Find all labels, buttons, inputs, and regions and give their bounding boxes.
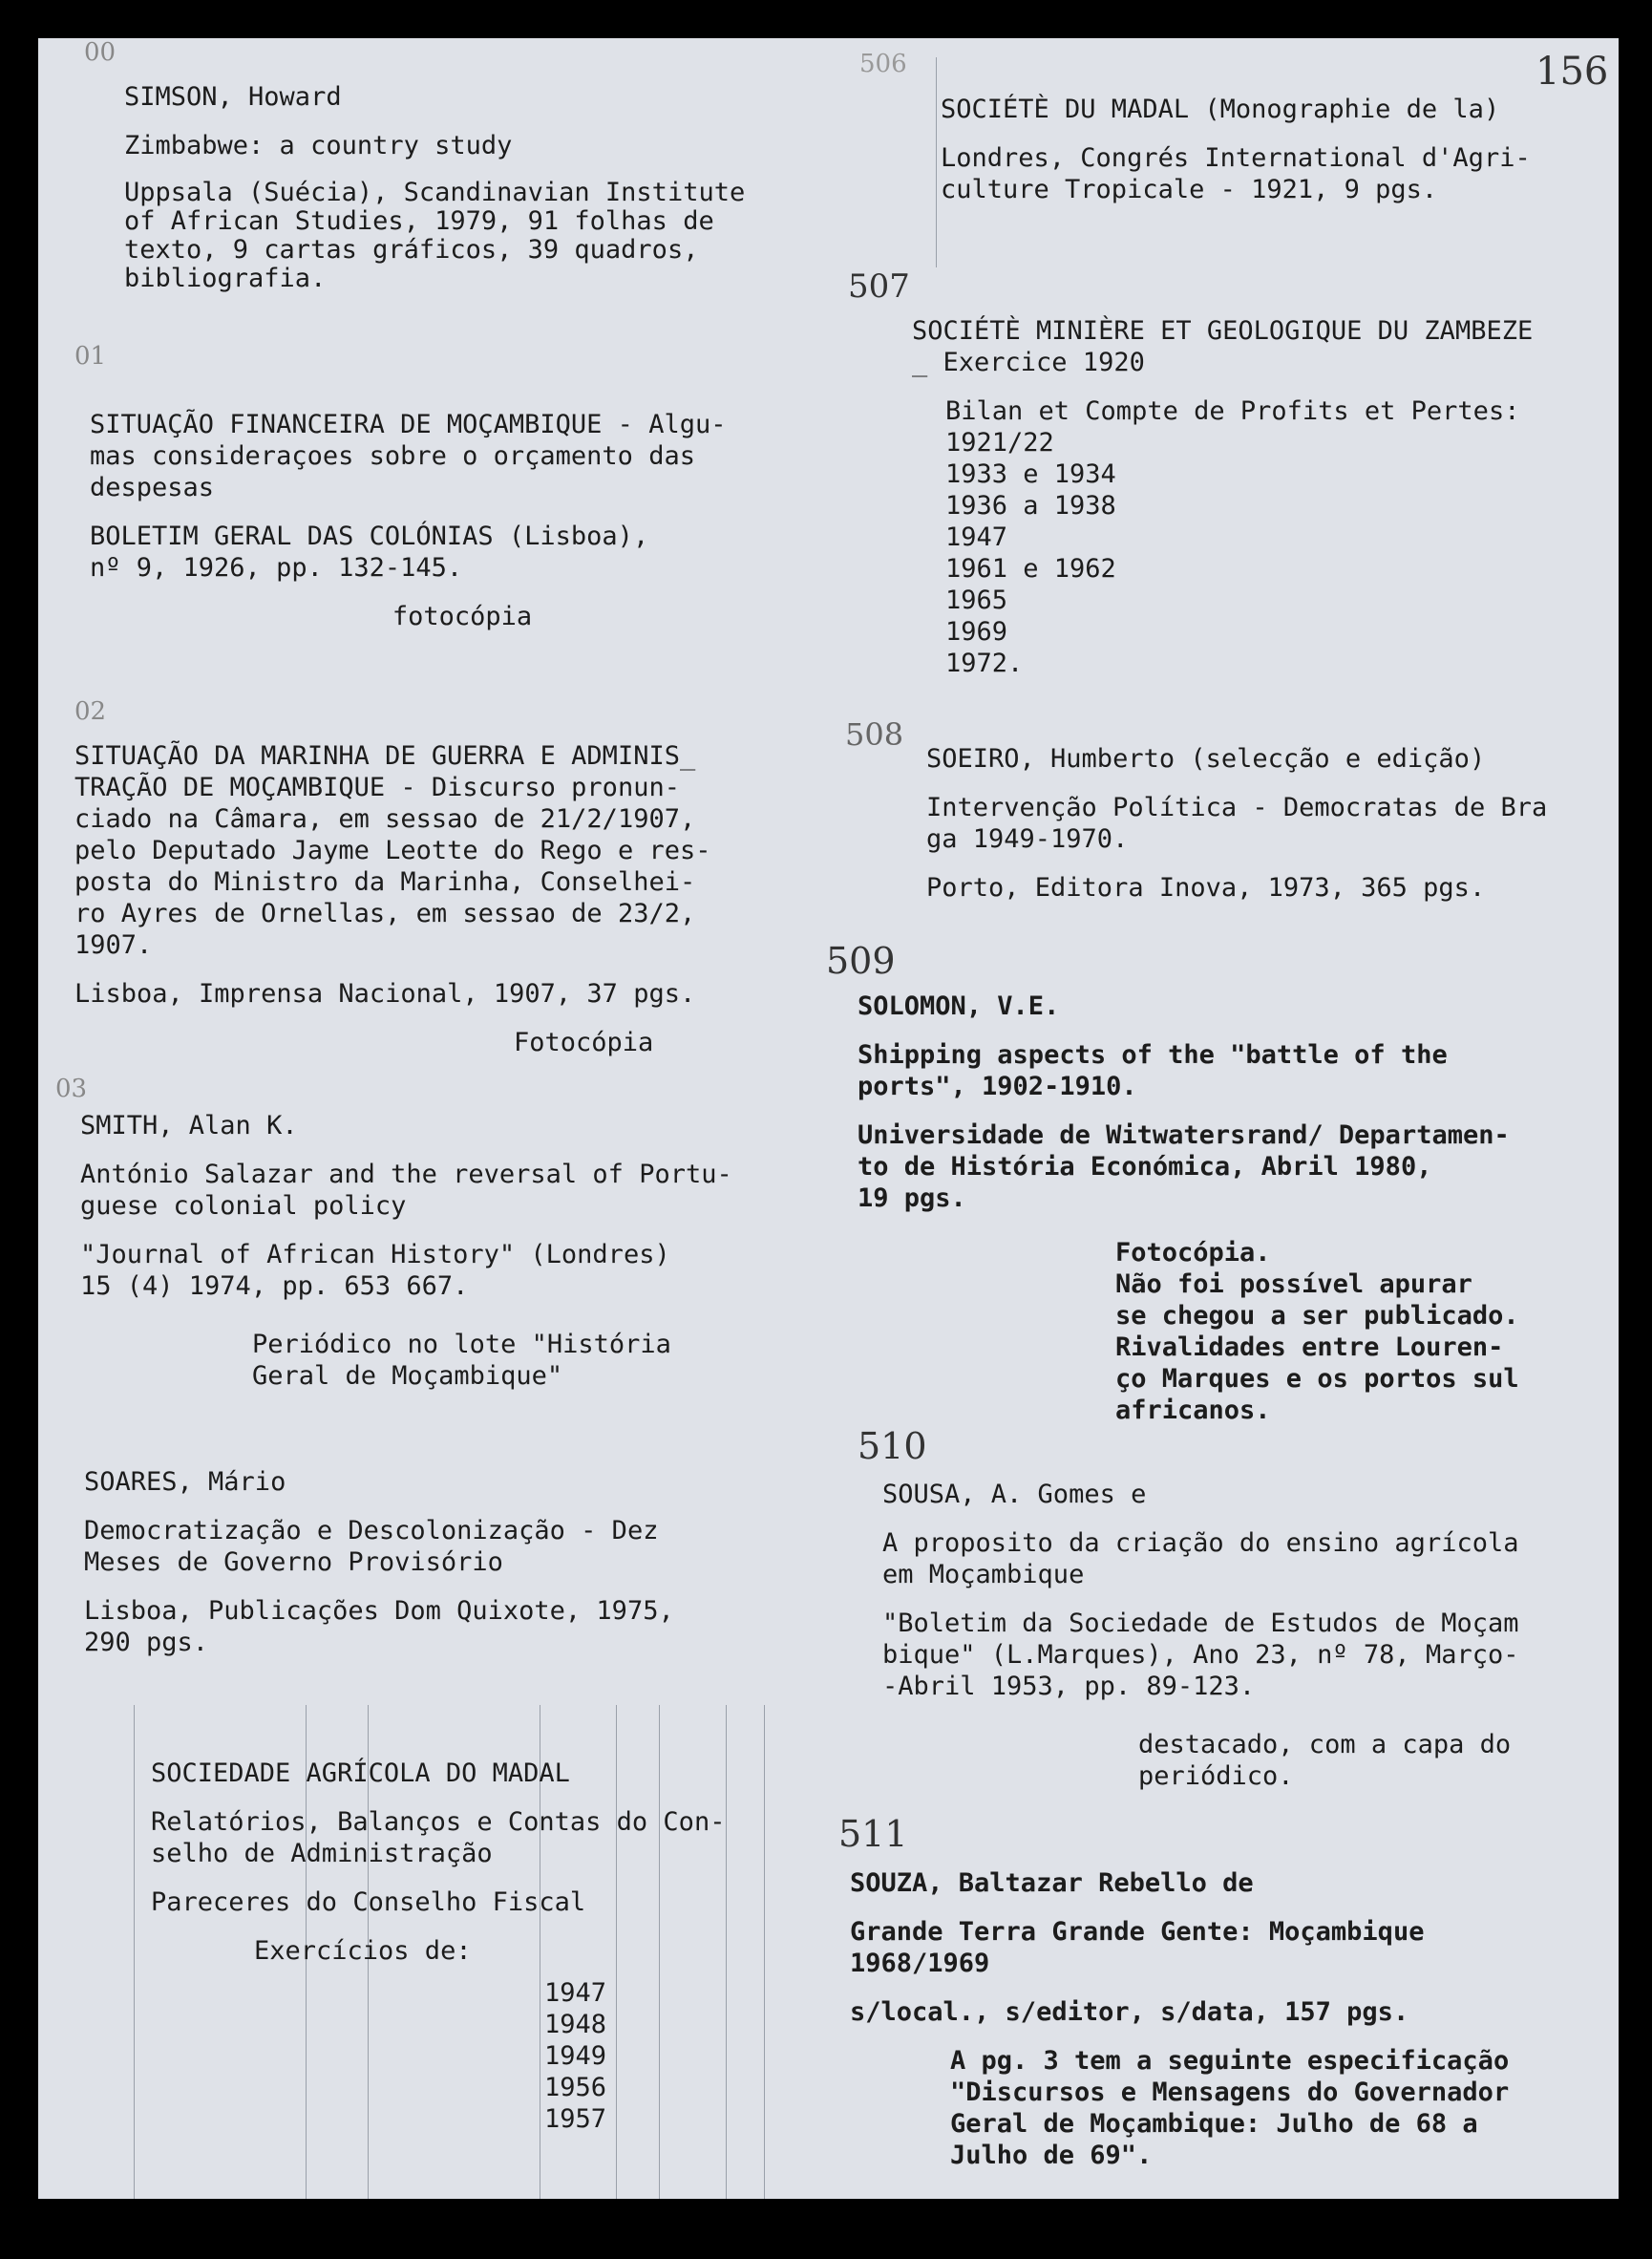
entry-sousa — [882, 1479, 1618, 1809]
entry-publication: "Boletim da Sociedade de Estudos de Moçam bique" (L.Marques), Ano 23, nº 78, Março- -Abril 1953, pp. 89-123. — [882, 1609, 1519, 1701]
entry-subtitle: Pareceres do Conselho Fiscal — [151, 1887, 586, 1917]
entry-number: 511 — [838, 1813, 908, 1855]
entry-number: 02 — [74, 697, 107, 726]
entry-title: Grande Terra Grande Gente: Moçambique 1968/1969 — [850, 1917, 1425, 1978]
entry-publication: Londres, Congrés International d'Agri- culture Tropicale - 1921, 9 pgs. — [941, 143, 1531, 204]
entry-note: Fotocópia. Não foi possível apurar se chegou a ser publicado. Rivalidades entre Louren- ço Marques e os portos sul africanos. — [1115, 1238, 1519, 1425]
entry-title: Shipping aspects of the "battle of the ports", 1902-1910. — [858, 1040, 1448, 1101]
entry-solomon — [858, 991, 1612, 1443]
entry-title: Relatórios, Balanços e Contas do Con- selho de Administração — [151, 1807, 726, 1868]
entry-author: SOCIEDADE AGRÍCOLA DO MADAL — [151, 1758, 570, 1788]
entry-publication: Bilan et Compte de Profits et Pertes: 1921/22 1933 e 1934 1936 a 1938 1947 1961 e 1962 1965 1969 1972. — [945, 396, 1520, 678]
entry-publication: Porto, Editora Inova, 1973, 365 pgs. — [926, 873, 1486, 903]
entry-title: SOCIÉTÈ DU MADAL (Monographie de la) — [941, 95, 1500, 124]
entry-number: 508 — [845, 716, 904, 753]
entry-title: Zimbabwe: a country study — [124, 131, 513, 160]
entry-author: SOLOMON, V.E. — [858, 991, 1060, 1021]
entry-note: Fotocópia — [514, 1028, 654, 1057]
entry-sociedade-agricola — [151, 1758, 838, 1967]
entry-publication: Universidade de Witwatersrand/ Departamen- to de História Económica, Abril 1980, 19 pgs. — [858, 1120, 1510, 1213]
entry-note: destacado, com a capa do periódico. — [1138, 1730, 1512, 1791]
entry-societe-madal — [941, 94, 1609, 223]
entry-souza — [850, 1867, 1614, 2188]
entry-simson — [124, 81, 850, 310]
entry-author: SOEIRO, Humberto (selecção e edição) — [926, 744, 1486, 774]
entry-number: 03 — [55, 1075, 88, 1103]
entry-number: 510 — [858, 1425, 927, 1467]
form-rule — [134, 1705, 135, 2199]
entry-number: 00 — [84, 38, 116, 67]
entry-author: SOARES, Mário — [84, 1467, 286, 1497]
catalog-card-page — [38, 38, 1619, 2199]
entry-smith — [80, 1110, 844, 1409]
entry-number: 509 — [826, 940, 896, 982]
entry-note: fotocópia — [392, 602, 533, 631]
entry-situacao-marinha — [74, 740, 838, 1076]
entry-title: Democratização e Descolonização - Dez Meses de Governo Provisório — [84, 1516, 659, 1577]
entry-title: António Salazar and the reversal of Portu- guese colonial policy — [80, 1160, 732, 1221]
entry-number: 506 — [859, 50, 907, 78]
entry-publication: BOLETIM GERAL DAS COLÓNIAS (Lisboa), nº 9, 1926, pp. 132-145. — [90, 522, 649, 583]
entry-title: SITUAÇÃO DA MARINHA DE GUERRA E ADMINIS_ TRAÇÃO DE MOÇAMBIQUE - Discurso pronun- ciado na Câmara, em sessao de 21/2/1907, pelo Deputado Jayme Leotte do Rego e res- posta do Ministro da Marinha, Conselhei- ro Ayres de Ornellas, em sessao de 23/2, 1907. — [74, 741, 711, 960]
entry-author: SMITH, Alan K. — [80, 1111, 298, 1140]
entry-note: A pg. 3 tem a seguinte especificação "Discursos e Mensagens do Governador Geral de Moçambique: Julho de 68 a Julho de 69". — [950, 2046, 1510, 2170]
entry-number: 507 — [848, 267, 910, 306]
page-number: 156 — [1536, 50, 1609, 94]
entry-publication: Uppsala (Suécia), Scandinavian Institute of African Studies, 1979, 91 folhas de texto, 9 cartas gráficos, 39 quadros, bibliografia. — [124, 178, 746, 293]
entry-publication: "Journal of African History" (Londres) 15 (4) 1974, pp. 653 667. — [80, 1240, 670, 1301]
entry-title: A proposito da criação do ensino agrícola em Moçambique — [882, 1528, 1519, 1589]
column-rule — [936, 57, 937, 267]
entry-title: SITUAÇÃO FINANCEIRA DE MOÇAMBIQUE - Algu- mas consideraçoes sobre o orçamento das despesas — [90, 410, 727, 502]
entry-situacao-financeira — [90, 409, 835, 650]
entry-soares — [84, 1466, 838, 1675]
years-list: 1947 1948 1949 1956 1957 — [544, 1978, 607, 2134]
entry-number: 01 — [74, 342, 107, 371]
entry-title: Intervenção Política - Democratas de Bra ga 1949-1970. — [926, 793, 1548, 854]
entry-label: Exercícios de: — [254, 1936, 472, 1966]
entry-author: SOUZA, Baltazar Rebello de — [850, 1868, 1254, 1898]
entry-author: SOUSA, A. Gomes e — [882, 1480, 1147, 1509]
entry-title: SOCIÉTÈ MINIÈRE ET GEOLOGIQUE DU ZAMBEZE _ Exercice 1920 — [912, 316, 1534, 377]
entry-publication: Lisboa, Publicações Dom Quixote, 1975, 290 pgs. — [84, 1596, 674, 1657]
entry-publication: Lisboa, Imprensa Nacional, 1907, 37 pgs. — [74, 979, 696, 1009]
entry-publication: s/local., s/editor, s/data, 157 pgs. — [850, 1997, 1409, 2027]
entry-societe-miniere — [912, 315, 1619, 696]
entry-note: Periódico no lote "História Geral de Moçambique" — [252, 1330, 671, 1391]
entry-author: SIMSON, Howard — [124, 82, 342, 112]
entry-soeiro — [926, 743, 1614, 921]
